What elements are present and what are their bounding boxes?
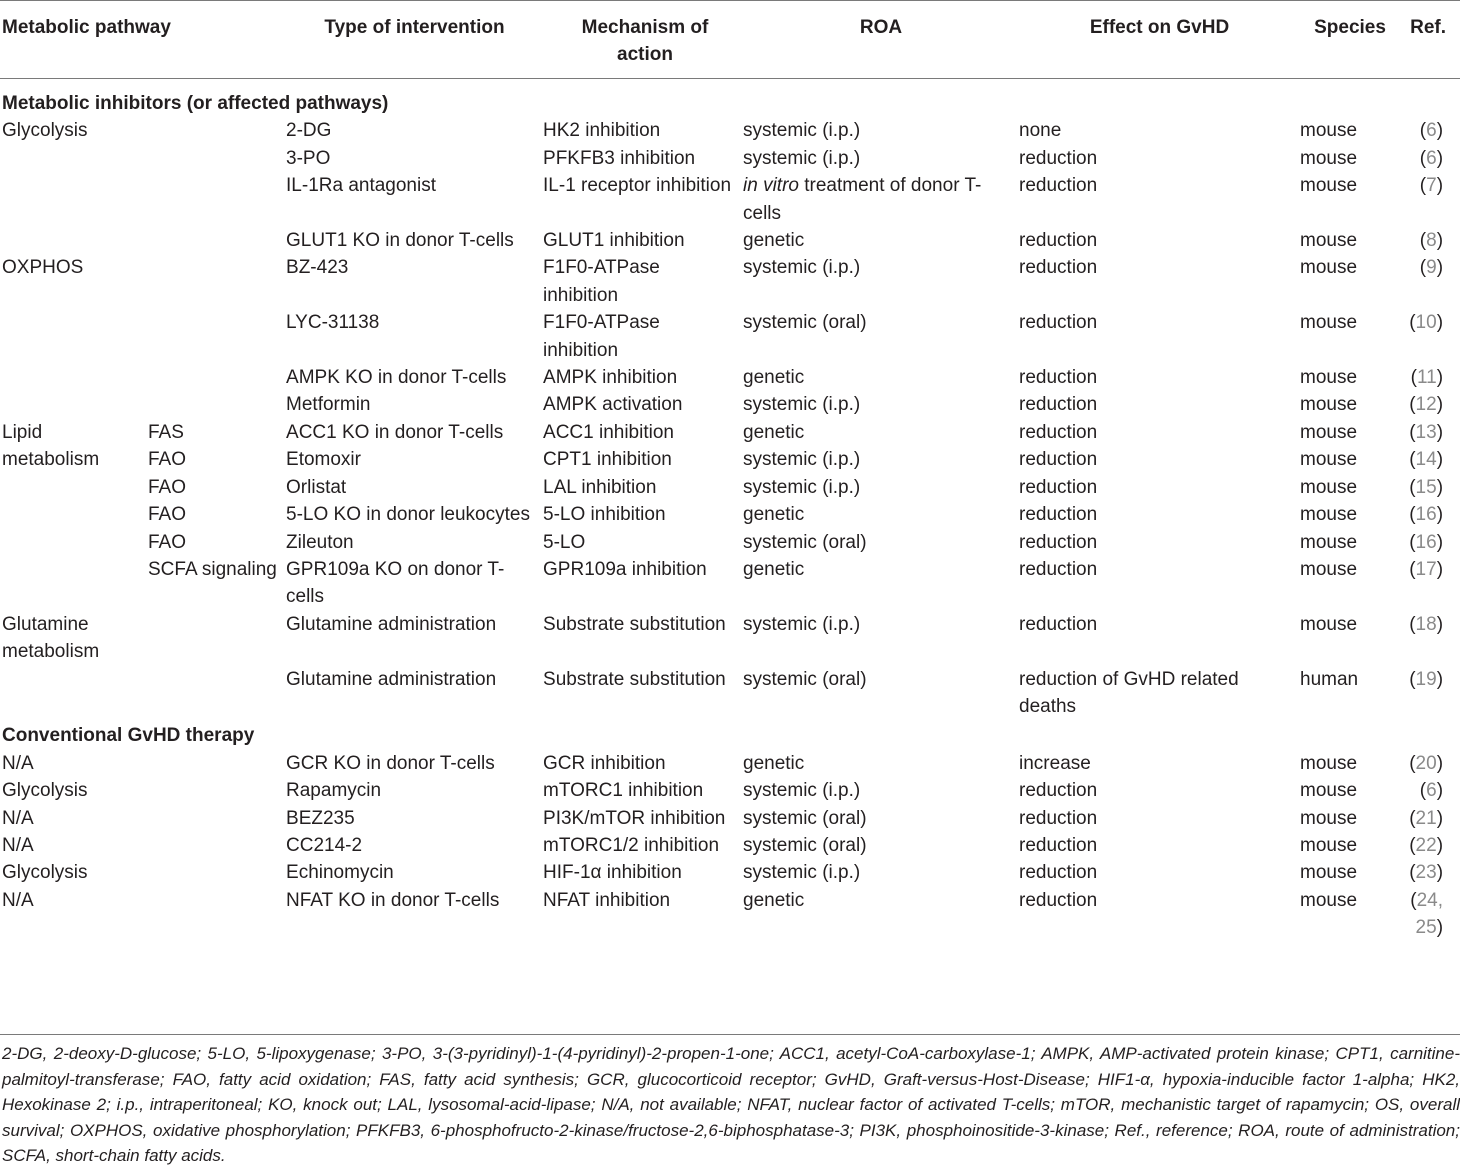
cell-intervention: NFAT KO in donor T-cells [286,889,500,911]
cell-effect: reduction [1019,421,1098,443]
ref-number: 6 [1426,147,1437,169]
cell-mechanism: HK2 inhibition [543,120,661,142]
cell-ref: (15) [1409,476,1444,498]
cell-intervention: GCR KO in donor T-cells [286,752,495,774]
cell-pathway [0,501,148,528]
cell-species: mouse [1300,257,1358,279]
cell-ref: (17) [1409,558,1444,580]
cell-species: mouse [1300,230,1358,252]
cell-intervention: Echinomycin [286,862,394,884]
cell-ref: (23) [1409,862,1444,884]
ref-number: 8 [1426,230,1437,252]
cell-effect: reduction of GvHD related deaths [1019,668,1239,717]
cell-intervention: AMPK KO in donor T-cells [286,367,507,389]
table-row [0,611,1460,666]
cell-effect: none [1019,120,1062,142]
cell-roa: systemic (i.p.) [743,147,861,169]
table-row [0,474,1460,501]
cell-mechanism: GLUT1 inhibition [543,230,685,252]
cell-species: mouse [1300,367,1358,389]
ref-number: 6 [1426,780,1437,802]
ref-number: 13 [1415,421,1437,443]
cell-intervention: GLUT1 KO in donor T-cells [286,230,514,252]
cell-species: mouse [1300,834,1358,856]
cell-roa: genetic [743,367,805,389]
cell-mechanism: mTORC1/2 inhibition [543,834,720,856]
cell-pathway [0,364,148,391]
table-footnote: 2-DG, 2-deoxy-D-glucose; 5-LO, 5-lipoxygenase; 3-PO, 3-(3-pyridinyl)-1-(4-pyridinyl)-2-propen-1-one; ACC1, acetyl-CoA-carboxylase-1; AMPK, AMP-activated protein kinase; CPT1, carnitine-palmitoyl-transferase; FAO, fatty acid oxidation; FAS, fatty acid synthesis; GCR, glucocorticoid receptor; GvHD, Graft-versus-Host-Disease; HIF1-α, hypoxia-inducible factor 1-alpha; HK2, Hexokinase 2; i.p., intraperitoneal; KO, knock out; LAL, lysosomal-acid-lipase; N/A, not available; NFAT, nuclear factor of activated T-cells; mTOR, mechanistic target of rapamycin; OS, overall survival; OXPHOS, oxidative phosphorylation; PFKFB3, 6-phosphofructo-2-kinase/fructose-2,6-biphosphatase-3; PI3K, phosphoinositide-3-kinase; Ref., reference; ROA, route of administration; SCFA, short-chain fatty acids. [0,1034,1460,1169]
header-pathway: Metabolic pathway [0,1,286,79]
cell-pathway [0,145,148,172]
cell-species: mouse [1300,862,1358,884]
cell-ref: (24, 25) [1410,889,1444,939]
cell-subpathway [148,117,286,144]
cell-roa: systemic (oral) [743,834,867,856]
cell-mechanism: PFKFB3 inhibition [543,147,696,169]
cell-effect: reduction [1019,558,1098,580]
cell-species: mouse [1300,558,1358,580]
cell-ref: (16) [1409,504,1444,526]
cell-effect: reduction [1019,889,1098,911]
cell-mechanism: 5-LO [543,531,586,553]
cell-mechanism: AMPK activation [543,394,683,416]
ref-number: 10 [1415,312,1437,334]
cell-mechanism: F1F0-ATPase inhibition [543,312,660,361]
ref-number: 17 [1415,558,1437,580]
cell-roa: systemic (i.p.) [743,476,861,498]
cell-mechanism: CPT1 inhibition [543,449,672,471]
cell-pathway: Glutamine metabolism [2,613,100,663]
cell-pathway [0,529,148,556]
cell-species: mouse [1300,613,1358,635]
cell-ref: (18) [1409,613,1444,635]
cell-subpathway: FAO [148,449,187,471]
cell-intervention: 2-DG [286,120,332,142]
cell-subpathway [148,887,286,942]
cell-subpathway [148,832,286,859]
cell-pathway [0,391,148,418]
cell-roa: systemic (i.p.) [743,780,861,802]
cell-effect: increase [1019,752,1091,774]
cell-mechanism: GPR109a inhibition [543,558,707,580]
cell-pathway: N/A [2,889,34,911]
cell-subpathway [148,750,286,777]
table-row [0,666,1460,721]
cell-pathway [0,172,148,227]
cell-pathway: N/A [2,752,34,774]
cell-roa: systemic (oral) [743,531,867,553]
cell-effect: reduction [1019,367,1098,389]
cell-mechanism: ACC1 inhibition [543,421,674,443]
cell-effect: reduction [1019,834,1098,856]
cell-species: mouse [1300,807,1358,829]
cell-intervention: BEZ235 [286,807,355,829]
ref-number: 15 [1415,476,1437,498]
table-row [0,529,1460,556]
cell-effect: reduction [1019,807,1098,829]
cell-pathway: N/A [2,807,34,829]
header-roa: ROA [743,1,1019,79]
cell-effect: reduction [1019,613,1098,635]
cell-ref: (10) [1409,312,1444,334]
ref-number: 21 [1415,807,1437,829]
ref-number: 16 [1415,531,1437,553]
cell-subpathway: FAO [148,531,187,553]
table-row [0,887,1460,942]
cell-ref: (11) [1410,367,1444,389]
cell-subpathway [148,364,286,391]
cell-mechanism: LAL inhibition [543,476,657,498]
cell-ref: (16) [1409,531,1444,553]
section-row [0,720,1460,749]
cell-pathway [0,556,148,611]
cell-roa: systemic (i.p.) [743,449,861,471]
cell-ref: (9) [1419,257,1444,279]
cell-species: mouse [1300,449,1358,471]
cell-subpathway [148,172,286,227]
ref-number: 9 [1426,257,1437,279]
cell-pathway: Lipid [2,421,43,443]
table-row [0,556,1460,611]
cell-roa: systemic (i.p.) [743,394,861,416]
header-species: Species [1300,1,1400,79]
cell-mechanism: GCR inhibition [543,752,666,774]
cell-effect: reduction [1019,531,1098,553]
cell-roa: systemic (i.p.) [743,120,861,142]
cell-species: mouse [1300,780,1358,802]
cell-species: mouse [1300,752,1358,774]
cell-roa: systemic (oral) [743,312,867,334]
cell-intervention: Glutamine administration [286,668,497,690]
ref-number: 23 [1415,862,1437,884]
cell-intervention: CC214-2 [286,834,363,856]
cell-roa: genetic [743,889,805,911]
cell-species: mouse [1300,312,1358,334]
table-row [0,859,1460,886]
cell-pathway [0,227,148,254]
table-row [0,364,1460,391]
cell-intervention: Orlistat [286,476,347,498]
cell-intervention: ACC1 KO in donor T-cells [286,421,504,443]
cell-mechanism: NFAT inhibition [543,889,671,911]
table-row [0,145,1460,172]
cell-roa: systemic (i.p.) [743,862,861,884]
cell-pathway: N/A [2,834,34,856]
cell-pathway [0,666,148,721]
cell-subpathway [148,805,286,832]
table-row [0,501,1460,528]
cell-intervention: IL-1Ra antagonist [286,175,437,197]
table-row [0,117,1460,144]
cell-ref: (20) [1409,752,1444,774]
header-effect: Effect on GvHD [1019,1,1300,79]
table-row [0,750,1460,777]
cell-effect: reduction [1019,147,1098,169]
cell-ref: (12) [1409,394,1444,416]
cell-subpathway: SCFA signaling [148,558,277,580]
ref-number: 22 [1415,834,1437,856]
cell-pathway: Glycolysis [2,862,88,884]
table-body-conventional [0,720,1460,941]
cell-subpathway [148,777,286,804]
section-title-inhibitors: Metabolic inhibitors (or affected pathways) [2,93,389,114]
cell-roa: genetic [743,230,805,252]
cell-subpathway: FAS [148,421,184,443]
cell-subpathway [148,859,286,886]
cell-pathway: OXPHOS [2,257,84,279]
ref-number: 12 [1415,394,1437,416]
cell-effect: reduction [1019,175,1098,197]
cell-mechanism: Substrate substitution [543,668,726,690]
cell-mechanism: F1F0-ATPase inhibition [543,257,660,306]
cell-effect: reduction [1019,257,1098,279]
table-row [0,832,1460,859]
cell-roa: systemic (i.p.) [743,613,861,635]
cell-ref: (21) [1409,807,1444,829]
cell-roa: systemic (oral) [743,807,867,829]
cell-intervention: LYC-31138 [286,312,380,334]
cell-ref: (6) [1419,120,1444,142]
cell-pathway [0,474,148,501]
cell-mechanism: IL-1 receptor inhibition [543,175,732,197]
cell-subpathway [148,145,286,172]
ref-number: 18 [1415,613,1437,635]
cell-intervention: BZ-423 [286,257,349,279]
cell-species: human [1300,668,1359,690]
cell-mechanism: mTORC1 inhibition [543,780,704,802]
cell-species: mouse [1300,476,1358,498]
cell-species: mouse [1300,147,1358,169]
cell-species: mouse [1300,421,1358,443]
cell-species: mouse [1300,889,1358,911]
cell-species: mouse [1300,504,1358,526]
cell-intervention: Zileuton [286,531,354,553]
cell-intervention: Glutamine administration [286,613,497,635]
cell-effect: reduction [1019,449,1098,471]
cell-roa: genetic [743,421,805,443]
cell-effect: reduction [1019,780,1098,802]
cell-mechanism: 5-LO inhibition [543,504,666,526]
ref-number: 24, 25 [1415,889,1444,939]
cell-ref: (13) [1409,421,1444,443]
section-title-conventional: Conventional GvHD therapy [2,725,255,747]
ref-number: 11 [1416,367,1437,389]
cell-mechanism: PI3K/mTOR inhibition [543,807,726,829]
ref-number: 19 [1415,668,1437,690]
cell-species: mouse [1300,531,1358,553]
cell-pathway: Glycolysis [2,780,88,802]
cell-ref: (8) [1419,230,1444,252]
cell-subpathway: FAO [148,476,187,498]
roa-text: treatment of donor T-cells [743,175,982,224]
cell-mechanism: HIF-1α inhibition [543,862,682,884]
cell-ref: (22) [1409,834,1444,856]
cell-roa: genetic [743,504,805,526]
ref-number: 14 [1415,449,1437,471]
header-intervention: Type of intervention [286,1,543,79]
table-row [0,777,1460,804]
cell-subpathway [148,227,286,254]
ref-number: 20 [1415,752,1437,774]
cell-species: mouse [1300,120,1358,142]
cell-effect: reduction [1019,394,1098,416]
cell-subpathway [148,254,286,309]
cell-intervention: Etomoxir [286,449,361,471]
cell-roa [743,172,1019,227]
table-body [0,79,1460,721]
cell-species: mouse [1300,394,1358,416]
cell-effect: reduction [1019,230,1098,252]
cell-species: mouse [1300,175,1358,197]
cell-effect: reduction [1019,312,1098,334]
cell-subpathway [148,309,286,364]
cell-ref: (19) [1409,668,1444,690]
ref-number: 16 [1415,504,1437,526]
cell-subpathway: FAO [148,504,187,526]
cell-roa: genetic [743,558,805,580]
cell-intervention: Metformin [286,394,371,416]
cell-effect: reduction [1019,862,1098,884]
cell-mechanism: Substrate substitution [543,613,726,635]
cell-subpathway [148,391,286,418]
cell-roa: systemic (i.p.) [743,257,861,279]
cell-ref: (6) [1419,780,1444,802]
cell-intervention: Rapamycin [286,780,382,802]
cell-intervention: GPR109a KO on donor T-cells [286,558,505,608]
table-row [0,419,1460,446]
cell-effect: reduction [1019,504,1098,526]
cell-ref: (14) [1409,449,1444,471]
cell-ref: (6) [1419,147,1444,169]
cell-subpathway [148,666,286,721]
cell-intervention: 5-LO KO in donor leukocytes [286,504,530,526]
table-row [0,391,1460,418]
ref-number: 6 [1426,120,1437,142]
cell-pathway: Glycolysis [2,120,88,142]
table-row [0,309,1460,364]
cell-ref: (7) [1419,175,1444,197]
table-row [0,227,1460,254]
cell-pathway [0,309,148,364]
table-header [0,1,1460,79]
header-mechanism: Mechanism of action [543,1,743,79]
section-row [0,79,1460,118]
ref-number: 7 [1426,175,1437,197]
cell-pathway: metabolism [2,449,100,471]
table-row [0,446,1460,473]
table-row [0,254,1460,309]
cell-roa: genetic [743,752,805,774]
roa-italic: in vitro [743,175,799,197]
cell-effect: reduction [1019,476,1098,498]
cell-intervention: 3-PO [286,147,331,169]
table-row [0,172,1460,227]
cell-roa: systemic (oral) [743,668,867,690]
cell-mechanism: AMPK inhibition [543,367,678,389]
header-ref: Ref. [1400,1,1460,79]
table-row [0,805,1460,832]
cell-subpathway [148,611,286,666]
